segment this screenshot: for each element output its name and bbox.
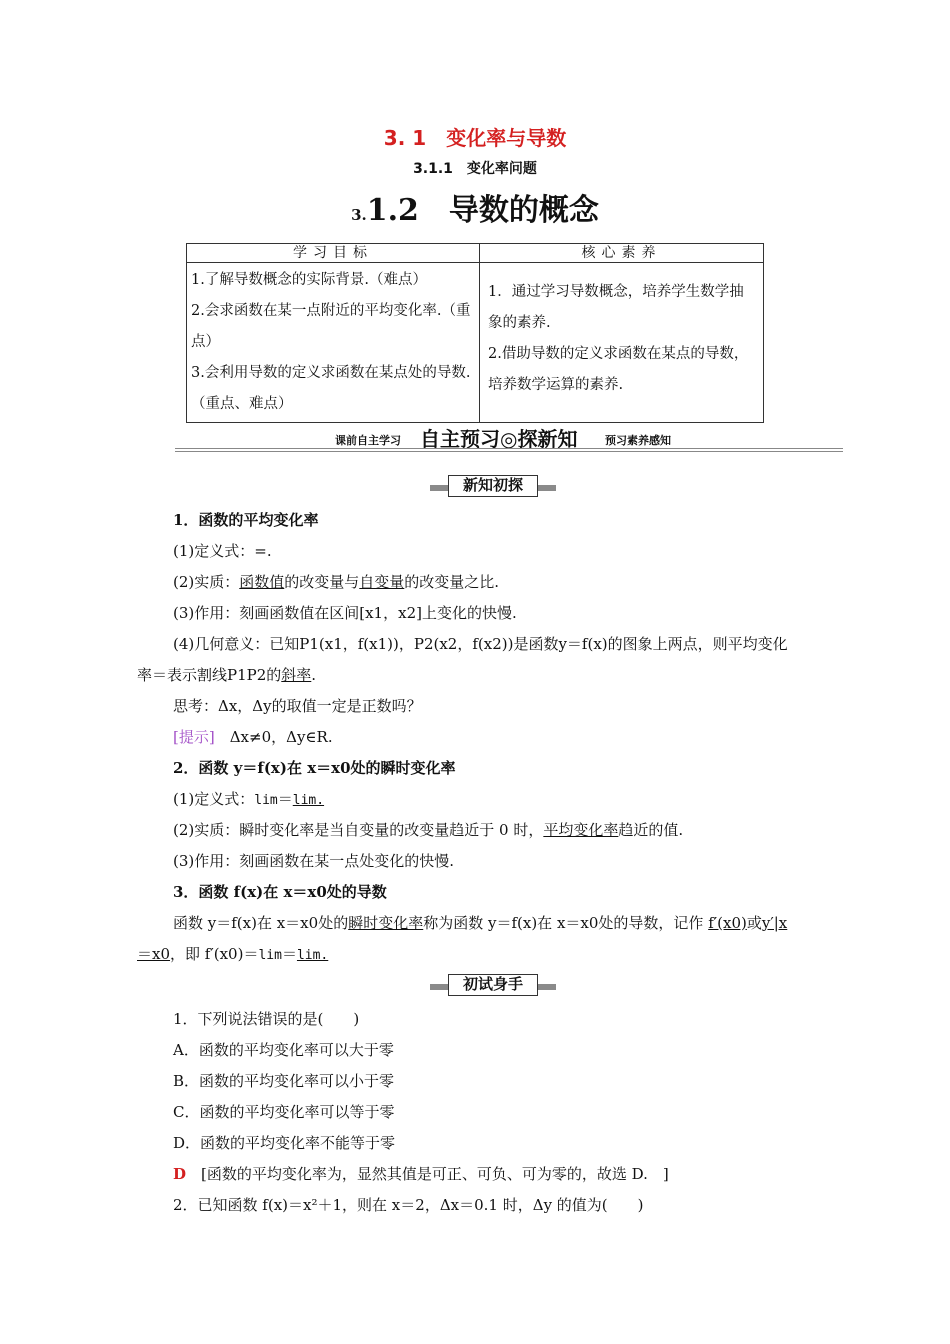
answer-blank: 瞬时变化率 xyxy=(348,914,424,932)
banner-right-text: 预习素养感知 xyxy=(605,434,671,447)
s2-title: 2．函数 y＝f(x)在 x＝x0处的瞬时变化率 xyxy=(173,759,456,777)
competency-item: 1．通过学习导数概念，培养学生数学抽象的素养. xyxy=(488,284,744,331)
s1-title: 1．函数的平均变化率 xyxy=(173,511,319,529)
answer-blank: 函数值 xyxy=(239,573,285,591)
banner-center-text: 自主预习◎探新知 xyxy=(420,427,578,451)
section-header-label: 初试身手 xyxy=(462,975,523,993)
section-header-self-test xyxy=(428,973,558,995)
s2-role: (3)作用：刻画函数在某一点处变化的快慢. xyxy=(173,852,455,870)
option-a: A．函数的平均变化率可以大于零 xyxy=(173,1041,394,1059)
hint-tag: [提示] xyxy=(173,728,215,746)
lesson-title xyxy=(0,185,950,229)
s2-essence: (2)实质：瞬时变化率是当自变量的改变量趋近于 0 时，平均变化率趋近的值. xyxy=(173,821,684,839)
s1-role: (3)作用：刻画函数值在区间[x1，x2]上变化的快慢. xyxy=(173,604,517,622)
answer-blank: lim. xyxy=(296,948,329,963)
chapter-title: 3. 1 变化率与导数 xyxy=(383,126,567,150)
answer-blank: y′|x xyxy=(761,914,788,932)
goals-table xyxy=(186,243,764,423)
s1-definition: (1)定义式：=. xyxy=(173,542,272,560)
lesson-title-prefix: 3. xyxy=(351,206,367,224)
answer-1: D [函数的平均变化率为，显然其值是可正、可负、可为零的，故选 D. ] xyxy=(173,1165,669,1183)
answer-blank: 自变量 xyxy=(359,573,405,591)
s3-line1: 函数 y＝f(x)在 x＝x0处的瞬时变化率称为函数 y＝f(x)在 x＝x0处的导数，记作 f′(x0)或y′|x xyxy=(173,914,788,932)
option-c: C．函数的平均变化率可以等于零 xyxy=(173,1103,395,1121)
question-2: 2．已知函数 f(x)＝x²＋1，则在 x＝2，Δx＝0.1 时，Δy 的值为( ) xyxy=(173,1196,644,1214)
lesson-title-number: 1.2 xyxy=(366,193,419,228)
preview-banner xyxy=(175,422,843,452)
competency-item: 2.借助导数的定义求函数在某点的导数，培养数学运算的素养. xyxy=(488,346,749,393)
goals-header: 学习目标 xyxy=(187,244,480,263)
goal-item: 2.会求函数在某一点附近的平均变化率.（重点） xyxy=(191,303,471,350)
answer-blank: f′(x0) xyxy=(708,914,747,932)
option-b: B．函数的平均变化率可以小于零 xyxy=(173,1072,395,1090)
competency-header: 核心素养 xyxy=(480,244,764,263)
goal-item: 1.了解导数概念的实际背景.（难点） xyxy=(191,272,427,288)
s2-definition: (1)定义式：lim＝lim. xyxy=(173,790,325,808)
s3-title: 3．函数 f(x)在 x＝x0处的导数 xyxy=(173,883,387,901)
section-subtitle: 3.1.1 变化率问题 xyxy=(413,161,537,177)
goal-item: 3.会利用导数的定义求函数在某点处的导数.（重点、难点） xyxy=(191,365,471,412)
section-header-new-knowledge xyxy=(428,474,558,496)
answer-blank: 平均变化率 xyxy=(543,821,619,839)
s1-geometry-line1: (4)几何意义：已知P1(x1，f(x1))，P2(x2，f(x2))是函数y＝f(x)的图象上两点，则平均变化 xyxy=(173,635,788,653)
banner-rule xyxy=(175,451,843,452)
option-d: D．函数的平均变化率不能等于零 xyxy=(173,1134,396,1152)
answer-letter: D xyxy=(173,1165,187,1183)
competency-cell xyxy=(480,263,764,423)
think-question: 思考：Δx，Δy的取值一定是正数吗？ xyxy=(173,697,422,715)
banner-left-text: 课前自主学习 xyxy=(335,434,401,447)
answer-blank: ＝x0 xyxy=(137,945,171,963)
section-header-label: 新知初探 xyxy=(462,476,523,494)
banner-rule xyxy=(175,448,843,449)
s1-essence: (2)实质：函数值的改变量与自变量的改变量之比. xyxy=(173,573,500,591)
s1-geometry-line2: 率＝表示割线P1P2的斜率. xyxy=(137,666,317,684)
answer-blank: 斜率 xyxy=(281,666,312,684)
goals-cell xyxy=(187,263,480,423)
answer-blank: lim. xyxy=(292,793,325,808)
hint-line: [提示] Δx≠0，Δy∈R. xyxy=(173,728,333,746)
question-1: 1．下列说法错误的是( ) xyxy=(173,1010,360,1028)
s3-line2: ＝x0，即 f′(x0)＝lim＝lim. xyxy=(137,945,329,963)
lesson-title-text: 导数的概念 xyxy=(418,193,599,228)
